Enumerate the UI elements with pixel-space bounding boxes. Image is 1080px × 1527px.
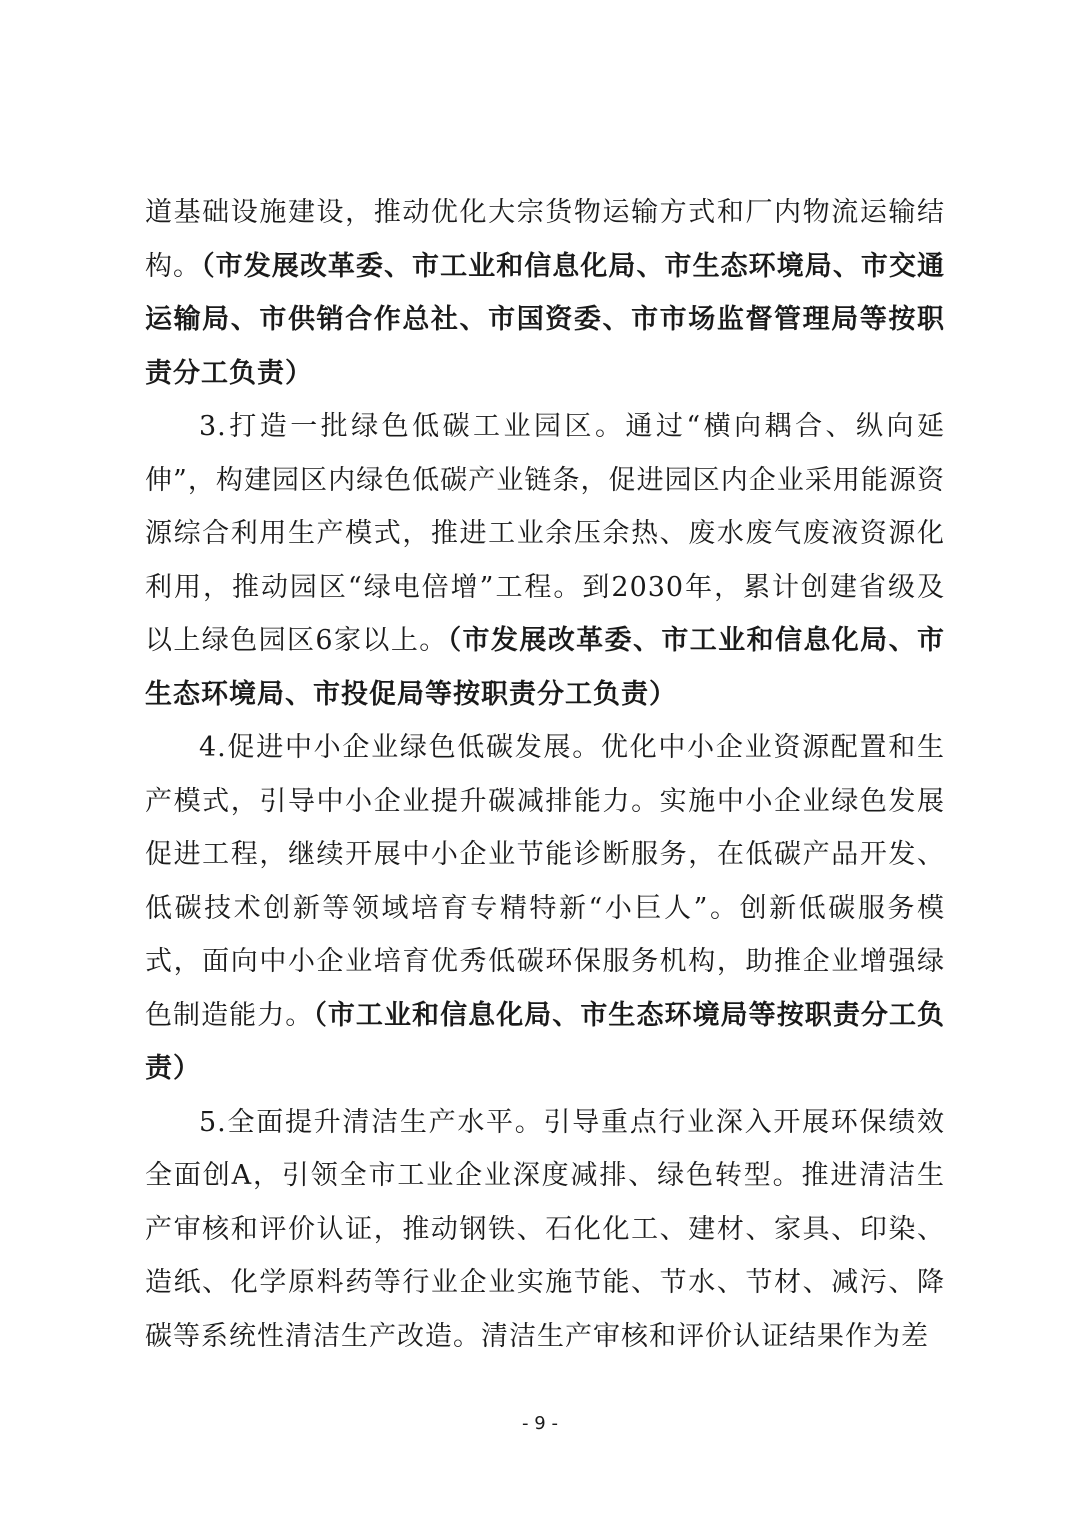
paragraph-text: 4.促进中小企业绿色低碳发展。优化中小企业资源配置和生产模式，引导中小企业提升碳减排能力。实施中小企业绿色发展促进工程，继续开展中小企业节能诊断服务，在低碳产品开发、低碳技术创新等领域培育专精特新“小巨人”。创新低碳服务模式，面向中小企业培育优秀低碳环保服务机构，助推企业增强绿色制造能力。 (145, 732, 945, 1031)
paragraph-text: 道基础设施建设，推动优化大宗货物运输方式和厂内物流运输结构。 (145, 197, 945, 282)
document-body (145, 186, 945, 1363)
paragraph-text: 3.打造一批绿色低碳工业园区。通过“横向耦合、纵向延伸”，构建园区内绿色低碳产业链条，促进园区内企业采用能源资源综合利用生产模式，推进工业余压余热、废水废气废液资源化利用，推动园区“绿电倍增”工程。到2030年，累计创建省级及以上绿色园区6家以上。 (145, 411, 945, 656)
paragraph-sme-green-development (145, 721, 945, 1096)
paragraph-continued (145, 186, 945, 400)
paragraph-clean-production (145, 1096, 945, 1364)
paragraph-text: 5.全面提升清洁生产水平。引导重点行业深入开展环保绩效全面创A，引领全市工业企业深度减排、绿色转型。推进清洁生产审核和评价认证，推动钢铁、石化化工、建材、家具、印染、造纸、化学原料药等行业企业实施节能、节水、节材、减污、降碳等系统性清洁生产改造。清洁生产审核和评价认证结果作为差 (145, 1106, 945, 1352)
page-number: - 9 - (522, 1413, 558, 1434)
paragraph-green-industrial-parks (145, 400, 945, 721)
responsibility-note: （市发展改革委、市工业和信息化局、市生态环境局、市交通运输局、市供销合作总社、市国资委、市市场监督管理局等按职责分工负责） (145, 250, 946, 389)
responsibility-note: （市工业和信息化局、市生态环境局等按职责分工负责） (145, 999, 946, 1084)
responsibility-note: （市发展改革委、市工业和信息化局、市生态环境局、市投促局等按职责分工负责） (145, 625, 945, 710)
